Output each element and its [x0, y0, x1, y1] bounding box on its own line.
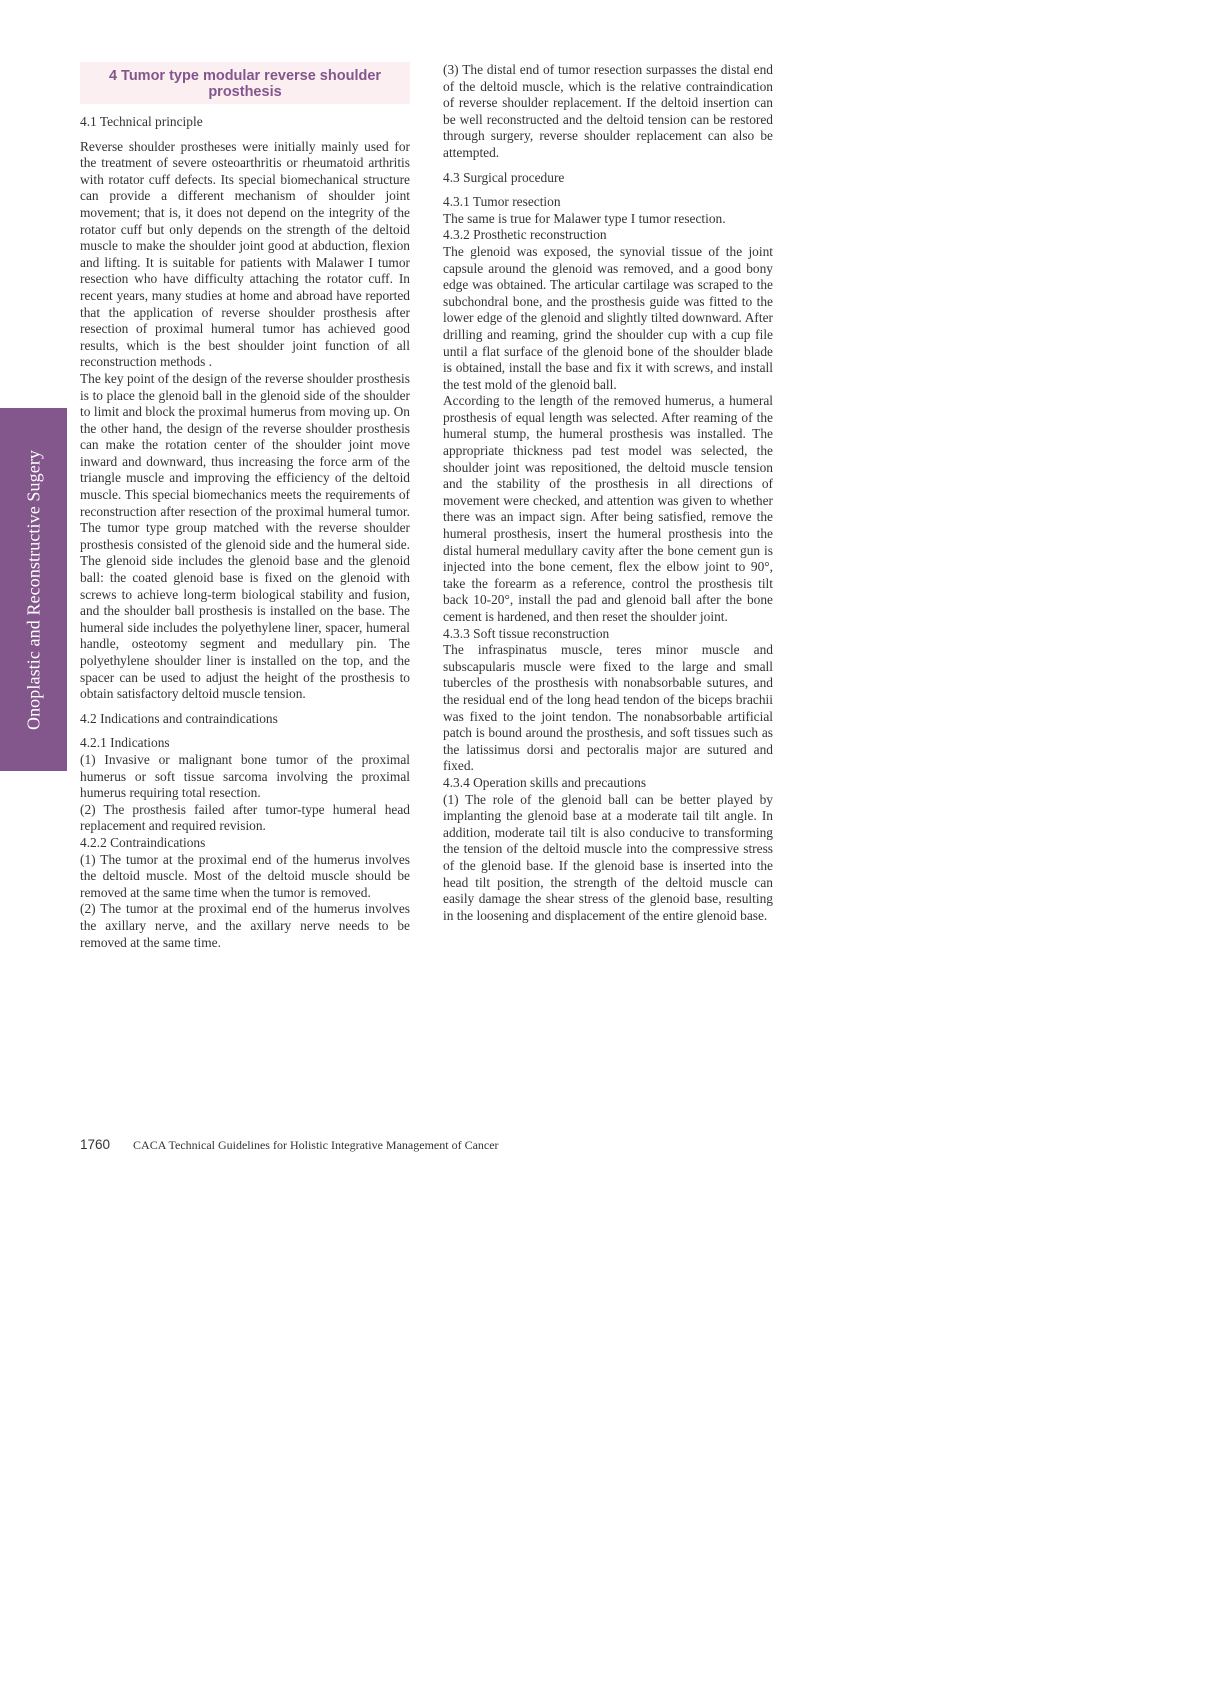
right-column [443, 62, 773, 924]
side-section-tab [0, 408, 67, 771]
section-title: 4 Tumor type modular reverse shoulder prosthesis [80, 62, 410, 104]
heading-4-3-2: 4.3.2 Prosthetic reconstruction [443, 227, 607, 243]
indication-1: (1) Invasive or malignant bone tumor of the proximal humerus or soft tissue sarcoma involving the proximal humerus requiring total resection. [80, 751, 410, 801]
paragraph-technical-principle-1: Reverse shoulder prostheses were initially mainly used for the treatment of severe osteoarthritis or rheumatoid arthritis with rotator cuff defects. Its special biomechanical structure can provide a different mechanism of shoulder joint movement; that is, it does not depend on the integrity of the rotator cuff but only depends on the strength of the deltoid muscle to make the shoulder joint good at abduction, flexion and lifting. It is suitable for patients with Malawer I tumor resection who have difficulty attaching the rotator cuff. In recent years, many studies at home and abroad have reported that the application of reverse shoulder prosthesis after resection of proximal humeral tumor has achieved good results, which is the best shoulder joint function of all reconstruction methods . [80, 138, 410, 370]
paragraph-prosthetic-reconstruction-1: The glenoid was exposed, the synovial tissue of the joint capsule around the glenoid was removed, and a good bony edge was obtained. The articular cartilage was scraped to the subchondral bone, and the prosthesis guide was fitted to the lower edge of the glenoid and slightly tilted downward. After drilling and reaming, grind the shoulder cup with a cup file until a flat surface of the glenoid bone of the shoulder blade is obtained, install the base and fix it with screws, and install the test mold of the glenoid ball. [443, 243, 773, 392]
running-title: CACA Technical Guidelines for Holistic Integrative Management of Cancer [133, 1138, 499, 1152]
contraindication-3: (3) The distal end of tumor resection surpasses the distal end of the deltoid muscle, which is the relative contraindication of reverse shoulder replacement. If the deltoid insertion can be well reconstructed and the deltoid tension can be restored through surgery, reverse shoulder replacement can also be attempted. [443, 62, 773, 160]
page-footer [80, 1137, 499, 1153]
page-number: 1760 [80, 1137, 111, 1152]
indication-2: (2) The prosthesis failed after tumor-type humeral head replacement and required revision. [80, 801, 410, 834]
paragraph-prosthetic-reconstruction-2: According to the length of the removed humerus, a humeral prosthesis of equal length was selected. After reaming of the humeral stump, the humeral prosthesis was installed. The appropriate thickness pad test model was selected, the shoulder joint was repositioned, the deltoid muscle tension and the stability of the prosthesis in all directions of movement were checked, and attention was given to whether there was an impact sign. After being satisfied, remove the humeral prosthesis, insert the humeral prosthesis into the distal humeral medullary cavity after the bone cement gun is injected into the bone cement, flex the elbow joint to 90°, take the forearm as a reference, control the prosthesis tilt back 10-20°, install the pad and glenoid ball after the bone cement is hardened, and then reset the shoulder joint. [443, 393, 773, 624]
heading-4-2-1: 4.2.1 Indications [80, 735, 170, 751]
contraindication-1: (1) The tumor at the proximal end of the humerus involves the deltoid muscle. Most of the deltoid muscle should be removed at the same time when the tumor is removed. [80, 851, 410, 900]
contraindication-2: (2) The tumor at the proximal end of the humerus involves the axillary nerve, and the axillary nerve needs to be removed at the same time. [80, 901, 410, 950]
heading-4-3-1: 4.3.1 Tumor resection [443, 194, 561, 210]
paragraph-tumor-resection: The same is true for Malawer type I tumor resection. [443, 210, 726, 226]
paragraph-operation-skills: (1) The role of the glenoid ball can be better played by implanting the glenoid base at a moderate tail tilt angle. In addition, moderate tail tilt is also conducive to transforming the tension of the deltoid muscle into the compressive stress of the glenoid base. If the glenoid base is inserted into the head tilt position, the strength of the deltoid muscle can easily damage the shear stress of the glenoid base, resulting in the loosening and displacement of the entire glenoid base. [443, 791, 773, 923]
heading-4-2-2: 4.2.2 Contraindications [80, 834, 206, 850]
side-tab-label: Onoplastic and Reconstructive Sugery [23, 449, 43, 730]
left-column [80, 62, 410, 951]
paragraph-soft-tissue-reconstruction: The infraspinatus muscle, teres minor muscle and subscapularis muscle were fixed to the large and small tubercles of the prosthesis with nonabsorbable sutures, and the residual end of the long head tendon of the biceps brachii was fixed to the joint tendon. The nonabsorbable artificial patch is bound around the prosthesis, and soft tissues such as the latissimus dorsi and pectoralis major are sutured and fixed. [443, 642, 773, 774]
heading-4-2: 4.2 Indications and contraindications [80, 710, 278, 726]
heading-4-3-3: 4.3.3 Soft tissue reconstruction [443, 625, 610, 641]
paragraph-technical-principle-2: The key point of the design of the reverse shoulder prosthesis is to place the glenoid ball in the glenoid side of the shoulder to limit and block the proximal humerus from moving up. On the other hand, the design of the reverse shoulder prosthesis can make the rotation center of the shoulder joint move inward and downward, thus increasing the force arm of the triangle muscle and improving the efficiency of the deltoid muscle. This special biomechanics meets the requirements of reconstruction after resection of the proximal humeral tumor. The tumor type group matched with the reverse shoulder prosthesis consisted of the glenoid side and the humeral side. The glenoid side includes the glenoid base and the glenoid ball: the coated glenoid base is fixed on the glenoid with screws to achieve long-term biological stability and fusion, and the shoulder ball prosthesis is installed on the base. The humeral side includes the polyethylene liner, spacer, humeral handle, osteotomy segment and medullary pin. The polyethylene shoulder liner is installed on the top, and the spacer can be used to adjust the height of the prosthesis to obtain satisfactory deltoid muscle tension. [80, 370, 410, 702]
heading-4-3-4: 4.3.4 Operation skills and precautions [443, 774, 647, 790]
heading-4-1: 4.1 Technical principle [80, 114, 203, 129]
heading-4-3: 4.3 Surgical procedure [443, 169, 565, 185]
